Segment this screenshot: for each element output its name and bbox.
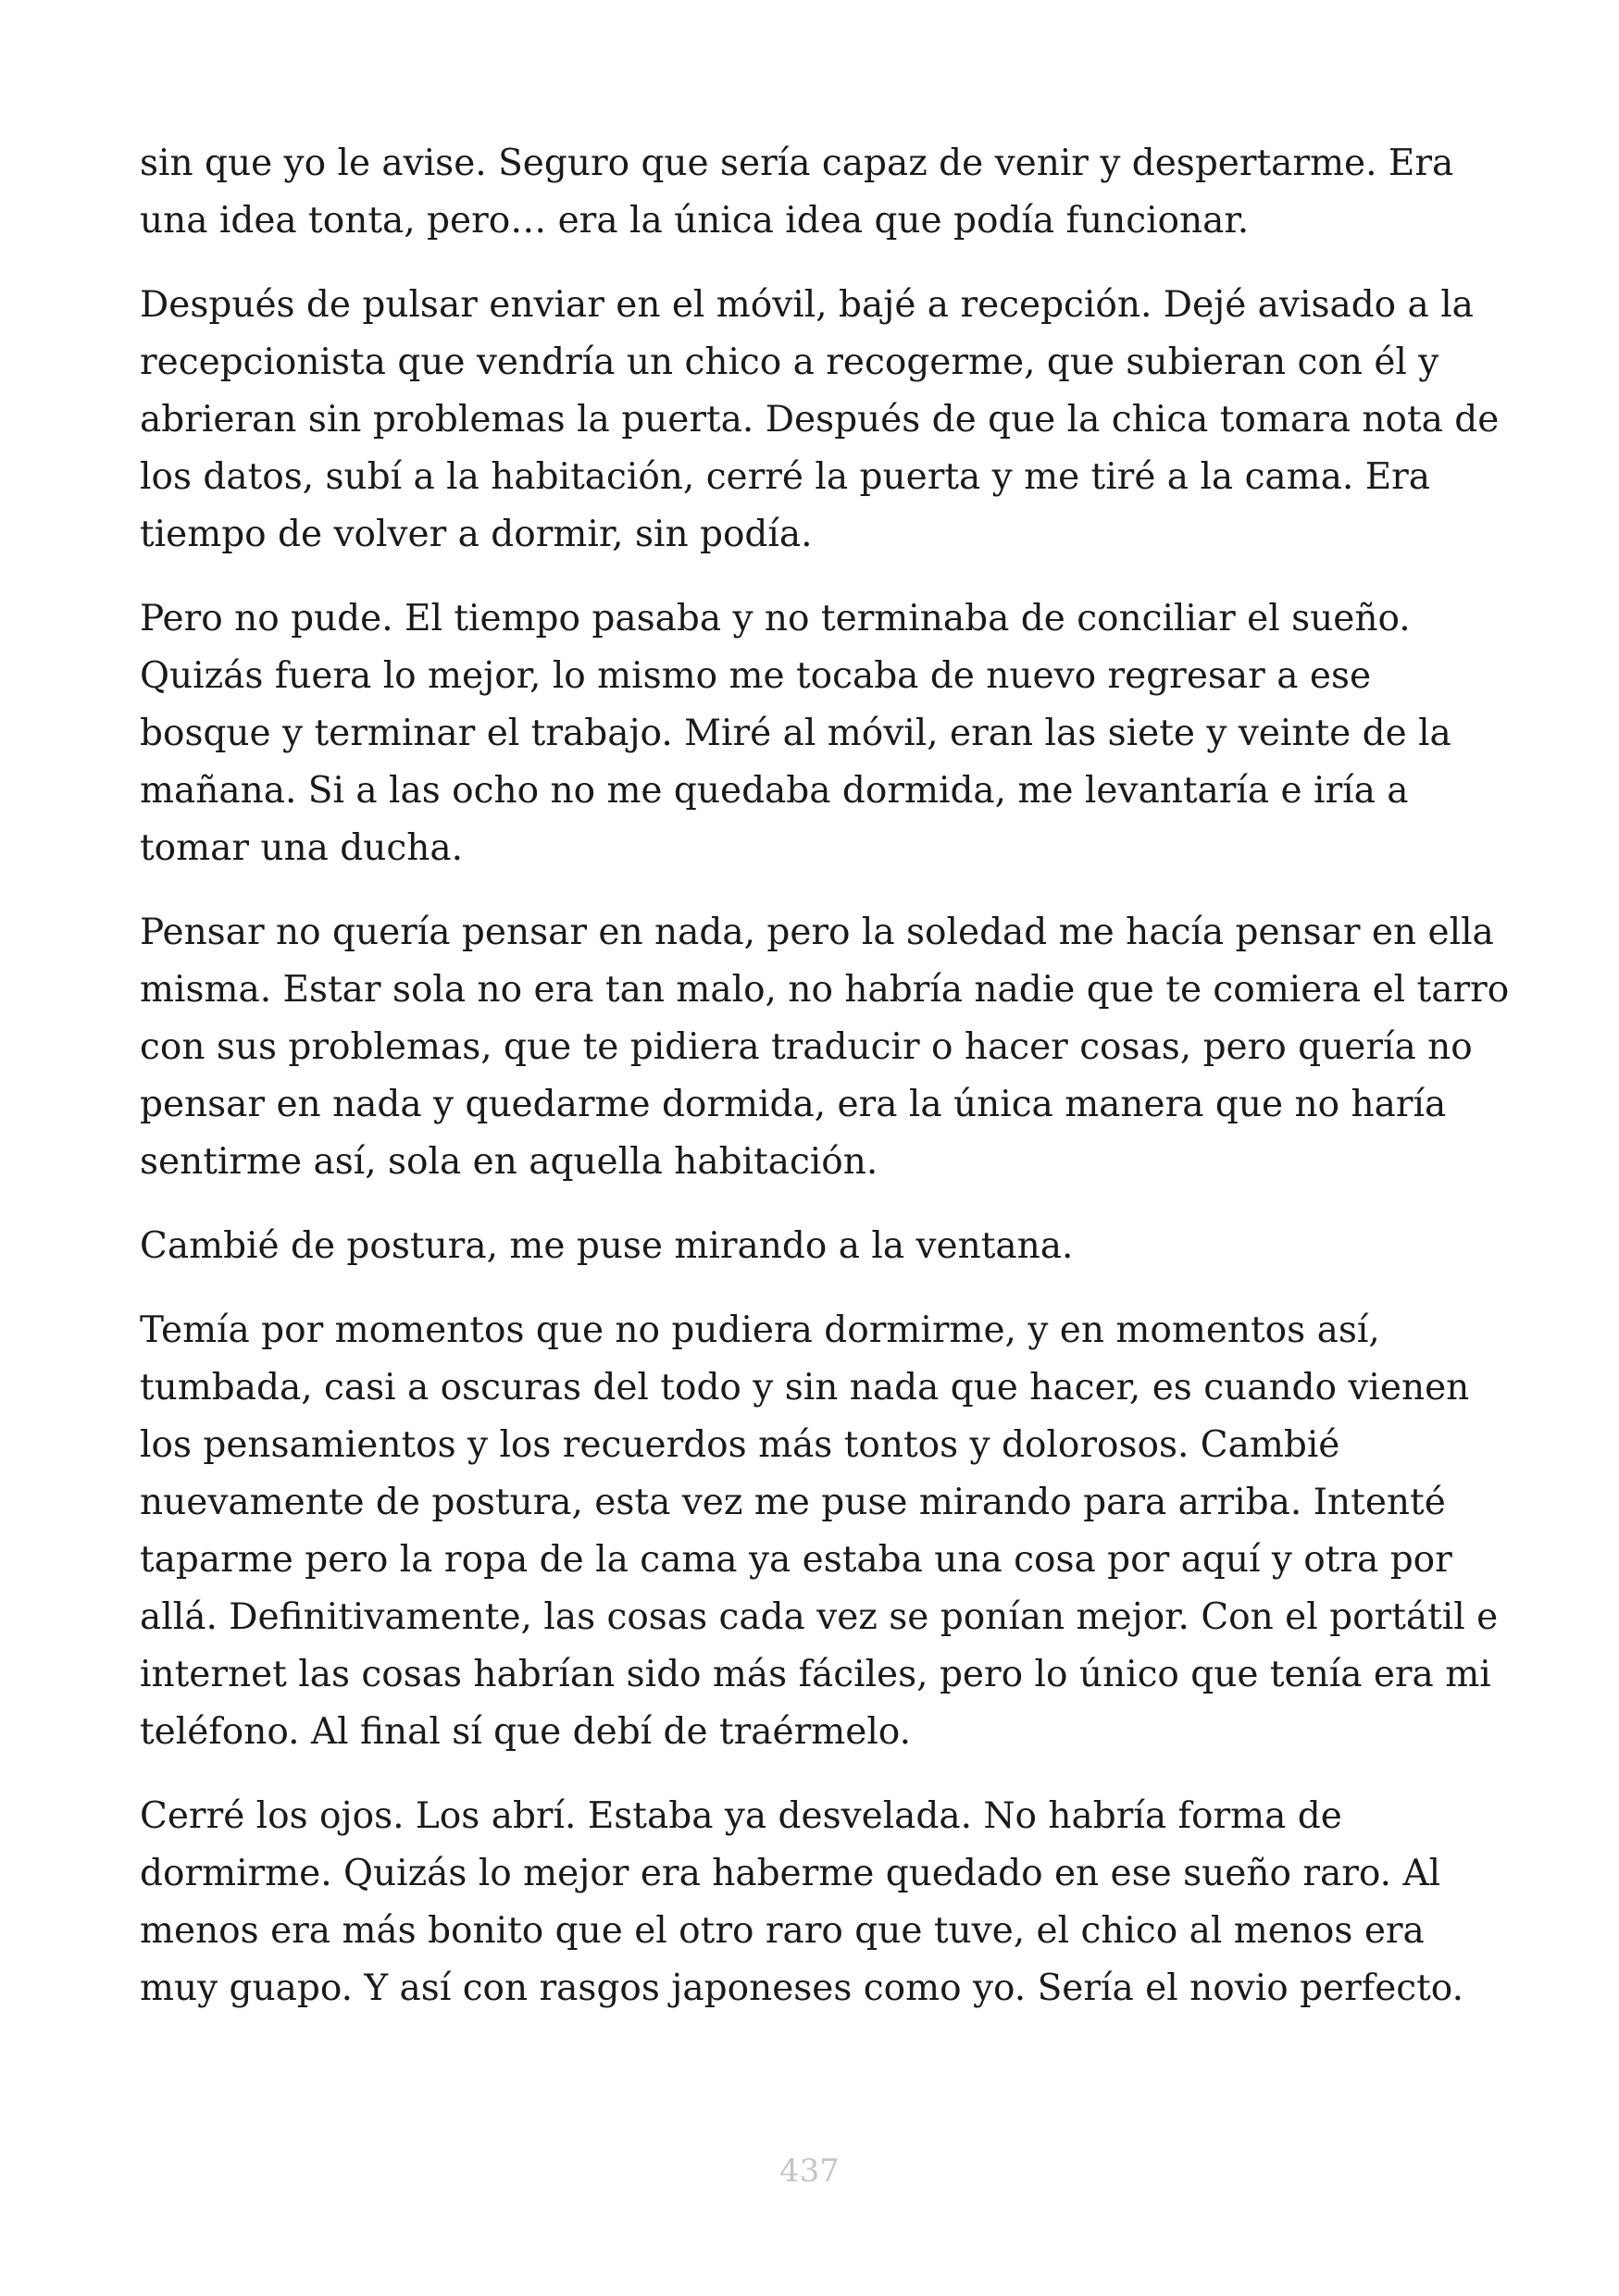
text-line: recepcionista que vendría un chico a recogerme, que subieran con él y (140, 341, 1439, 383)
text-line: muy guapo. Y así con rasgos japoneses como yo. Sería el novio perfecto. (140, 1967, 1463, 2009)
paragraph (140, 590, 1491, 877)
text-line: mañana. Si a las ocho no me quedaba dormida, me levantaría e iría a (140, 770, 1409, 812)
text-line: sentirme así, sola en aquella habitación. (140, 1141, 878, 1183)
text-line: Después de pulsar enviar en el móvil, bajé a recepción. Dejé avisado a la (140, 284, 1474, 326)
text-line: sin que yo le avise. Seguro que sería capaz de venir y despertarme. Era (140, 143, 1454, 184)
text-line: internet las cosas habrían sido más fáciles, pero lo único que tenía era mi (140, 1654, 1491, 1695)
text-line: tiempo de volver a dormir, sin podía. (140, 514, 813, 555)
text-line: menos era más bonito que el otro raro que tuve, el chico al menos era (140, 1910, 1425, 1952)
paragraph (140, 904, 1510, 1191)
text-line: tomar una ducha. (140, 827, 464, 869)
text-line: bosque y terminar el trabajo. Miré al móvil, eran las siete y veinte de la (140, 713, 1451, 754)
page-number: 437 (779, 2153, 840, 2190)
text-line: los pensamientos y los recuerdos más tontos y dolorosos. Cambié (140, 1424, 1340, 1466)
text-line: nuevamente de postura, esta vez me puse mirando para arriba. Intenté (140, 1482, 1446, 1523)
paragraph (140, 1218, 1491, 1275)
text-line: una idea tonta, pero… era la única idea que podía funcionar. (140, 200, 1250, 242)
text-line: taparme pero la ropa de la cama ya estaba una cosa por aquí y otra por (140, 1539, 1452, 1581)
text-line: Pensar no quería pensar en nada, pero la soledad me hacía pensar en ella (140, 912, 1494, 953)
body-text (140, 135, 1510, 2044)
text-line: dormirme. Quizás lo mejor era haberme quedado en ese sueño raro. Al (140, 1853, 1441, 1894)
text-line: los datos, subí a la habitación, cerré la puerta y me tiré a la cama. Era (140, 456, 1431, 498)
text-line: teléfono. Al final sí que debí de traérmelo. (140, 1711, 911, 1753)
text-line: Cerré los ojos. Los abrí. Estaba ya desvelada. No habría forma de (140, 1795, 1342, 1837)
text-line: Quizás fuera lo mejor, lo mismo me tocaba de nuevo regresar a ese (140, 655, 1372, 697)
text-line: con sus problemas, que te pidiera traducir o hacer cosas, pero quería no (140, 1026, 1473, 1068)
text-line: allá. Definitivamente, las cosas cada vez se ponían mejor. Con el portátil e (140, 1596, 1499, 1638)
text-line: Cambié de postura, me puse mirando a la ventana. (140, 1225, 1074, 1267)
paragraph (140, 135, 1491, 250)
text-line: abrieran sin problemas la puerta. Después de que la chica tomara nota de (140, 399, 1500, 441)
text-line: Pero no pude. El tiempo pasaba y no terminaba de conciliar el sueño. (140, 598, 1411, 639)
paragraph (140, 1788, 1491, 2017)
text-line: misma. Estar sola no era tan malo, no habría nadie que te comiera el tarro (140, 969, 1510, 1011)
text-line: tumbada, casi a oscuras del todo y sin nada que hacer, es cuando vienen (140, 1367, 1470, 1409)
paragraph (140, 277, 1500, 564)
text-line: pensar en nada y quedarme dormida, era la única manera que no haría (140, 1084, 1447, 1125)
paragraph (140, 1302, 1499, 1761)
text-line: Temía por momentos que no pudiera dormirme, y en momentos así, (140, 1309, 1380, 1351)
